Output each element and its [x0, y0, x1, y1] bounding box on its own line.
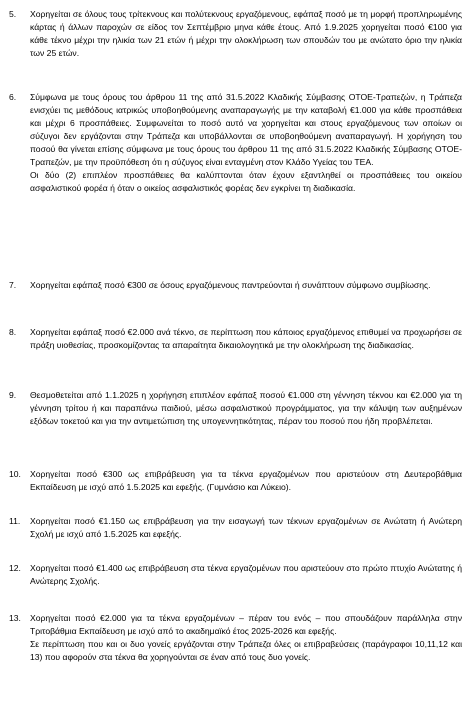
clause-paragraph: Σε περίπτωση που και οι δυο γονείς εργάζονται στην Τράπεζα όλες οι επιβραβεύσεις (παράγραφοι 10,11,12 και 13) που αφορούν στα τέκνα θα χορηγούνται σε έναν από τους δυο γονείς.: [30, 639, 462, 662]
clause-paragraph: Χορηγείται εφάπαξ ποσό €300 σε όσους εργαζόμενους παντρεύονται ή συνάπτουν σύμφωνο συμβίωσης.: [30, 280, 431, 290]
clause-number: 6.: [9, 92, 17, 102]
clause-paragraph: Οι δύο (2) επιπλέον προσπάθειες θα καλύπτονται όταν έχουν εξαντληθεί οι προσπάθειες του οικείου ασφαλιστικού φορέα ή όταν ο οικείος ασφαλιστικός φορέας δεν εγκρίνει τη διαδικασία.: [30, 170, 462, 193]
clause-number: 13.: [9, 613, 21, 623]
clause-number: 10.: [9, 469, 21, 479]
clause-body: [30, 468, 462, 494]
clause-paragraph: Χορηγείται σε όλους τους τρίτεκνους και πολύτεκνους εργαζόμενους, εφάπαξ ποσό με τη μορφή προπληρωμένης κάρτας ή άλλων παροχών σε είδος τον Σεπτέμβριο μηνα κάθε έτους. Από 1.9.2025 χορηγείται ποσό €100 για κάθε τέκνο μέχρι την ηλικία των 21 ετών ή μέχρι την ολοκλήρωση των σπουδών του με ανώτατο όριο την ηλικία των 25 ετών.: [30, 9, 462, 58]
clause-number: 8.: [9, 327, 17, 337]
clause-number: 9.: [9, 390, 17, 400]
clause-paragraph: Χορηγείται ποσό €300 ως επιβράβευση για τα τέκνα εργαζομένων που αριστεύουν στη Δευτεροβάθμια Εκπαίδευση με ισχύ από 1.5.2025 και εφεξής. (Γυμνάσιο και Λύκειο).: [30, 469, 462, 492]
clause-number: 5.: [9, 9, 17, 19]
clause-number: 12.: [9, 563, 21, 573]
clause-body: [30, 8, 462, 60]
clause-body: [30, 279, 462, 292]
clause-paragraph: Θεσμοθετείται από 1.1.2025 η χορήγηση επιπλέον εφάπαξ ποσού €1.000 στη γέννηση τέκνου και €2.000 για τη γέννηση τρίτου ή και παραπάνω παιδιού, μέσω ασφαλιστικού προγράμματος, για την κάλυψη των αυξημένων εξόδων τοκετού και για την αντιμετώπιση της υπογεννητικότητας, πέραν του ποσού που ήδη προβλέπεται.: [30, 390, 462, 426]
clause-body: [30, 612, 462, 664]
clause-paragraph: Χορηγείται ποσό €1.150 ως επιβράβευση για την εισαγωγή των τέκνων εργαζομένων σε Ανώτατη ή Ανώτερη Σχολή με ισχύ από 1.5.2025 και εφεξής.: [30, 516, 462, 539]
clause-number: 11.: [9, 516, 21, 526]
clause-paragraph: Χορηγείται ποσό €2.000 για τα τέκνα εργαζομένων – πέραν του ενός – που σπουδάζουν παράλληλα στην Τριτοβάθμια Εκπαίδευση με ισχύ από το ακαδημαϊκό έτος 2025-2026 και εφεξής.: [30, 613, 462, 636]
clause-paragraph: Σύμφωνα με τους όρους του άρθρου 11 της από 31.5.2022 Κλαδικής Σύμβασης ΟΤΟΕ-Τραπεζών, η Τράπεζα ενισχύει τις μεθόδους ιατρικώς υποβοηθούμενης αναπαραγωγής με την καταβολή €1.000 για κάθε προσπάθεια και μέχρι 6 προσπάθειες. Συμφωνείται το ποσό αυτό να χορηγείται και στους εργαζόμενους των οποίων οι σύζυγοι δεν εργάζονται στην Τράπεζα και υποβάλλονται σε υποβοηθούμενη αναπαραγωγή. Η χορήγηση του ποσού θα γίνεται επίσης σύμφωνα με τους όρους του άρθρου 11 της από 31.5.2022 Κλαδικής Σύμβασης ΟΤΟΕ-Τραπεζών, με την προϋπόθεση ότι η σύζυγος είναι ενταγμένη στον Κλάδο Υγείας του ΤΕΑ.: [30, 92, 462, 167]
clause-body: [30, 91, 462, 195]
clause-body: [30, 515, 462, 541]
clause-body: [30, 562, 462, 588]
clause-body: [30, 326, 462, 352]
clause-paragraph: Χορηγείται εφάπαξ ποσό €2.000 ανά τέκνο, σε περίπτωση που κάποιος εργαζόμενος επιθυμεί να προχωρήσει σε πράξη υιοθεσίας, προσκομίζοντας τα απαραίτητα δικαιολογητικά με την ολοκλήρωση της διαδικασίας.: [30, 327, 462, 350]
clause-number: 7.: [9, 280, 17, 290]
clause-body: [30, 389, 462, 428]
clause-paragraph: Χορηγείται ποσό €1.400 ως επιβράβευση στα τέκνα εργαζομένων που αριστεύουν στο πρώτο πτυχίο Ανώτατης ή Ανώτερης Σχολής.: [30, 563, 462, 586]
